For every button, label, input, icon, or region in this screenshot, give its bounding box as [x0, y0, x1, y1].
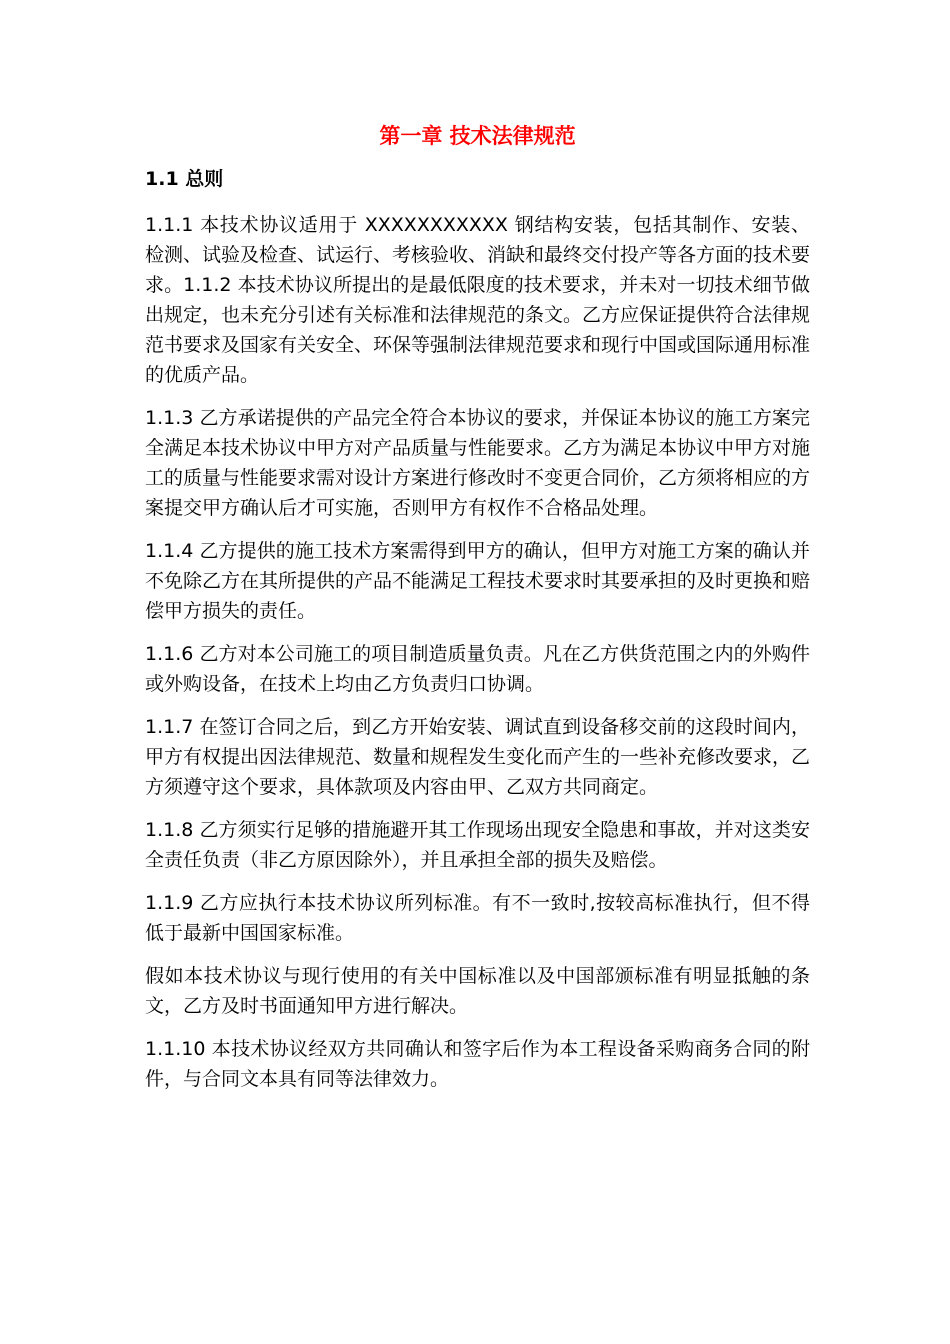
paragraph-1-1-1: 1.1.1 本技术协议适用于 XXXXXXXXXXX 钢结构安装，包括其制作、安装、检测、试验及检查、试运行、考核验收、消缺和最终交付投产等各方面的技术要求。1.1.2 本技术协议所提出的是最低限度的技术要求，并未对一切技术细节做出规定，也未充分引述有关标准和法律规范的条文。乙方应保证提供符合法律规范书要求及国家有关安全、环保等强制法律规范要求和现行中国或国际通用标准的优质产品。 [145, 214, 811, 386]
paragraph-1-1-8: 1.1.8 乙方须实行足够的措施避开其工作现场出现安全隐患和事故，并对这类安全责任负责（非乙方原因除外），并且承担全部的损失及赔偿。 [145, 819, 810, 871]
paragraph-1-1-7: 1.1.7 在签订合同之后，到乙方开始安装、调试直到设备移交前的这段时间内，甲方有权提出因法律规范、数量和规程发生变化而产生的一些补充修改要求，乙方须遵守这个要求，具体款项及内容由甲、乙双方共同商定。 [145, 716, 811, 798]
paragraph-1-1-9: 1.1.9 乙方应执行本技术协议所列标准。有不一致时,按较高标准执行，但不得低于最新中国国家标准。 [145, 892, 810, 944]
paragraph-1-1-3: 1.1.3 乙方承诺提供的产品完全符合本协议的要求，并保证本协议的施工方案完全满足本技术协议中甲方对产品质量与性能要求。乙方为满足本协议中甲方对施工的质量与性能要求需对设计方案进行修改时不变更合同价，乙方须将相应的方案提交甲方确认后才可实施，否则甲方有权作不合格品处理。 [145, 407, 811, 519]
paragraph-1-1-10: 1.1.10 本技术协议经双方共同确认和签字后作为本工程设备采购商务合同的附件，与合同文本具有同等法律效力。 [145, 1038, 810, 1090]
chapter-title: 第一章 技术法律规范 [379, 124, 576, 148]
paragraph-standards-conflict: 假如本技术协议与现行使用的有关中国标准以及中国部颁标准有明显抵触的条文，乙方及时书面通知甲方进行解决。 [145, 965, 810, 1017]
paragraph-1-1-6: 1.1.6 乙方对本公司施工的项目制造质量负责。凡在乙方供货范围之内的外购件或外购设备，在技术上均由乙方负责归口协调。 [145, 643, 810, 695]
document-body [145, 118, 810, 1107]
section-heading: 1.1 总则 [145, 168, 224, 190]
paragraph-1-1-4: 1.1.4 乙方提供的施工技术方案需得到甲方的确认，但甲方对施工方案的确认并不免除乙方在其所提供的产品不能满足工程技术要求时其要承担的及时更换和赔偿甲方损失的责任。 [145, 540, 811, 622]
